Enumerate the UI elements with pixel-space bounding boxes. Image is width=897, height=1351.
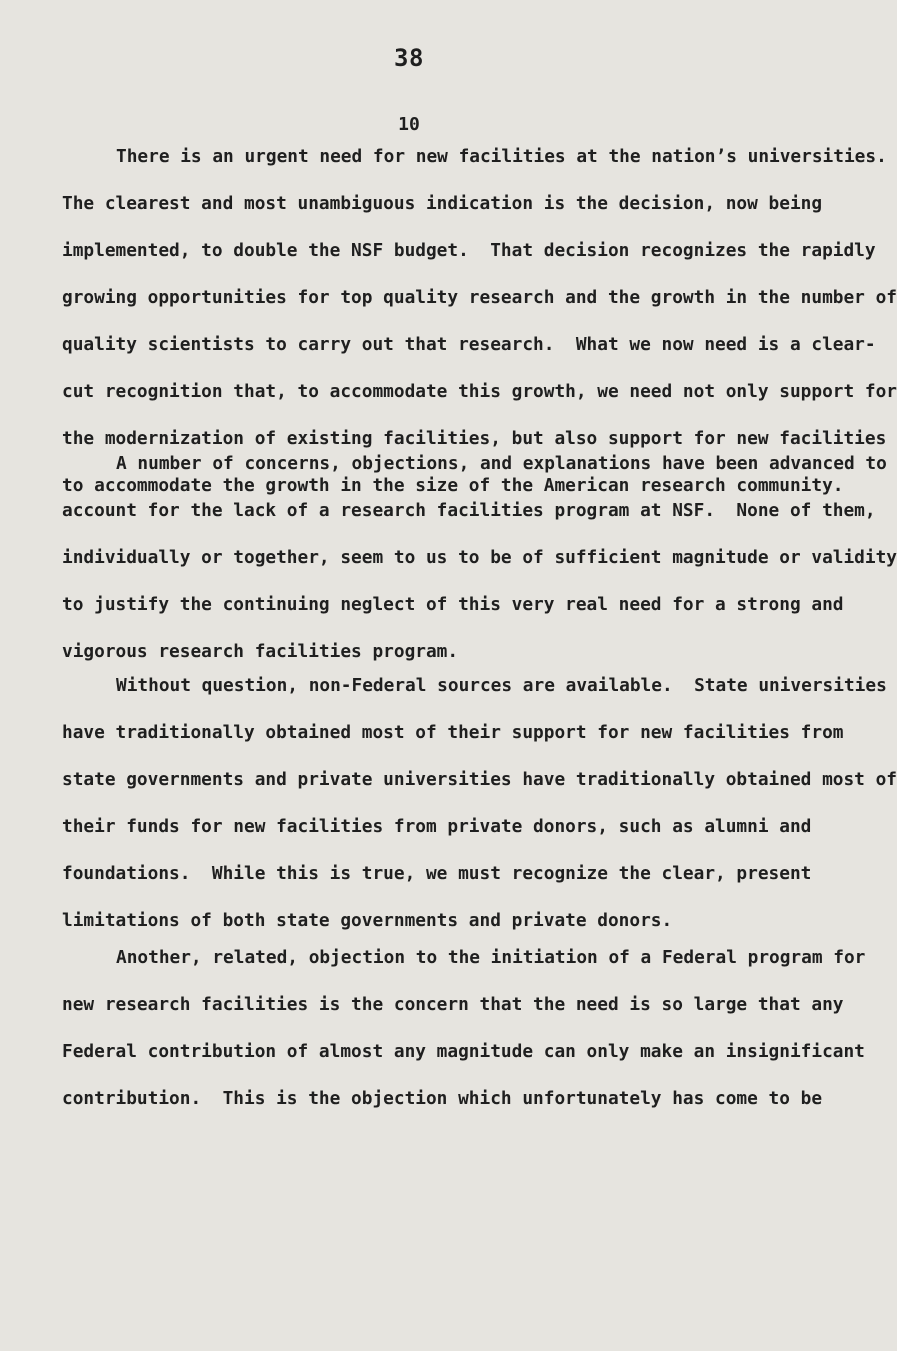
paragraph-line: implemented, to double the NSF budget. That decision recognizes the rapidly <box>62 240 876 261</box>
paragraph-line: account for the lack of a research facilities program at NSF. None of them, <box>62 500 876 521</box>
paragraph-line: the modernization of existing facilities, but also support for new facilities <box>62 428 887 449</box>
paragraph-line: to justify the continuing neglect of this very real need for a strong and <box>62 594 844 615</box>
paragraph-2 <box>62 440 897 675</box>
paragraph-line: Federal contribution of almost any magnitude can only make an insignificant <box>62 1041 865 1062</box>
paragraph-line: state governments and private universities have traditionally obtained most of <box>62 769 897 790</box>
paragraph-line: cut recognition that, to accommodate this growth, we need not only support for <box>62 381 897 402</box>
paragraph-line: limitations of both state governments and private donors. <box>62 910 673 931</box>
paragraph-line: to accommodate the growth in the size of the American research community. <box>62 475 844 496</box>
paragraph-line: The clearest and most unambiguous indication is the decision, now being <box>62 193 823 214</box>
paragraph-line: contribution. This is the objection which unfortunately has come to be <box>62 1088 823 1109</box>
paragraph-line: have traditionally obtained most of their support for new facilities from <box>62 722 844 743</box>
paragraph-line: There is an urgent need for new facilities at the nation’s universities. <box>116 146 887 167</box>
paragraph-line: foundations. While this is true, we must recognize the clear, present <box>62 863 812 884</box>
paragraph-line: their funds for new facilities from private donors, such as alumni and <box>62 816 812 837</box>
paragraph-line: A number of concerns, objections, and explanations have been advanced to <box>116 453 887 474</box>
paragraph-line: Another, related, objection to the initiation of a Federal program for <box>116 947 866 968</box>
paragraph-3 <box>62 662 897 944</box>
paragraph-line: quality scientists to carry out that research. What we now need is a clear- <box>62 334 876 355</box>
paragraph-4 <box>62 934 866 1122</box>
paragraph-line: growing opportunities for top quality research and the growth in the number of <box>62 287 897 308</box>
paragraph-line: Without question, non-Federal sources are available. State universities <box>116 675 887 696</box>
paragraph-line: vigorous research facilities program. <box>62 641 459 662</box>
paragraph-line: individually or together, seem to us to be of sufficient magnitude or validity <box>62 547 897 568</box>
paragraph-line: new research facilities is the concern that the need is so large that any <box>62 994 844 1015</box>
section-number: 10 <box>398 114 420 135</box>
page-number: 38 <box>394 44 424 72</box>
